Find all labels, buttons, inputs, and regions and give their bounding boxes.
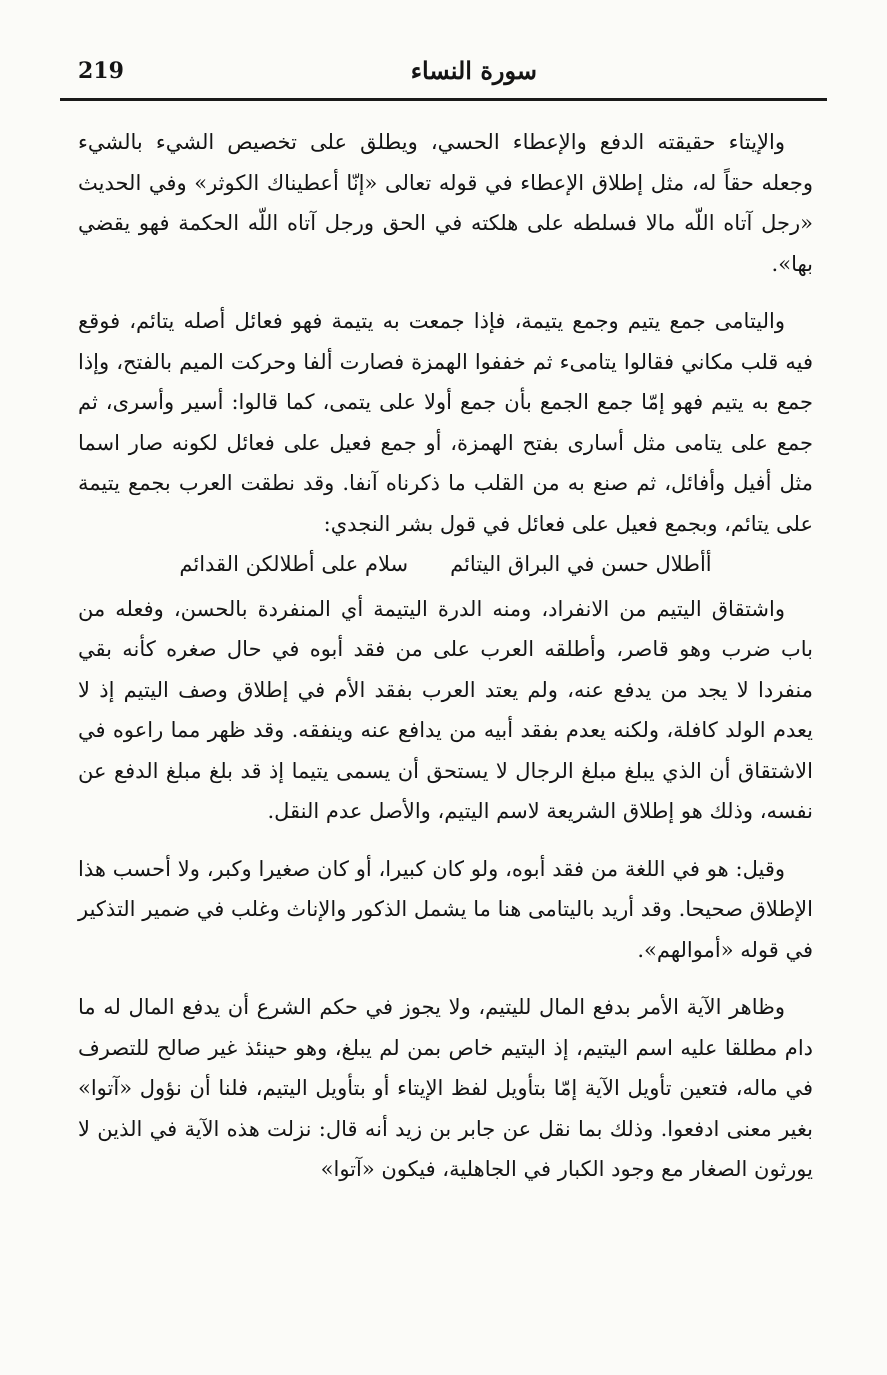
paragraph-yatama: واليتامى جمع يتيم وجمع يتيمة، فإذا جمعت به يتيمة فهو فعائل أصله يتائم، فوقع فيه قلب مكاني فقالوا يتامىء ثم خففوا الهمزة فصارت ألفا وحركت الميم بالفتح، وإذا جمع به يتيم فهو إمّا جمع الجمع بأن جمع أولا على يتمى، كما قالوا: أسير وأسرى، ثم جمع على يتامى مثل أسارى بفتح الهمزة، أو جمع فعيل على فعائل لكونه صار اسما مثل أفيل وأفائل، ثم صنع به من القلب ما ذكرناه آنفا. وقد نطقت العرب بجمع يتيمة على يتائم، وبجمع فعيل على فعائل في قول بشر النجدي: [78,309,813,536]
paragraph-zahir: وظاهر الآية الأمر بدفع المال لليتيم، ولا يجوز في حكم الشرع أن يدفع المال له ما دام مطلقا عليه اسم اليتيم، إذ اليتيم خاص بمن لم يبلغ، وهو حينئذ غير صالح للتصرف في ماله، فتعين تأويل الآية إمّا بتأويل لفظ الإيتاء أو بتأويل اليتيم، فلنا أن نؤول «آتوا» بغير معنى ادفعوا. وذلك بما نقل عن جابر بن زيد أنه قال: نزلت هذه الآية في الذين لا يورثون الصغار مع وجود الكبار في الجاهلية، فيكون «آتوا» [78,995,813,1181]
poetry-verse [78,544,813,585]
page-number: 219 [78,58,124,84]
page-body [78,122,813,1190]
verse-first-half: أأطلال حسن في البراق اليتائم [450,552,712,576]
verse-second-half: سلام على أطلالكن القدائم [179,552,409,576]
running-title: سورة النساء [410,56,537,85]
paragraph-qila: وقيل: هو في اللغة من فقد أبوه، ولو كان كبيرا، أو كان صغيرا وكبر، ولا أحسب هذا الإطلاق صحيحا. وقد أريد باليتامى هنا ما يشمل الذكور والإناث وغلب في ضمير التذكير في قوله «أموالهم». [78,856,813,962]
page-header [60,52,827,101]
paragraph-ishtiqaq: واشتقاق اليتيم من الانفراد، ومنه الدرة اليتيمة أي المنفردة بالحسن، وفعله من باب ضرب وهو قاصر، وأطلقه العرب على من فقد أبوه في حال صغره كأنه بقي منفردا لا يجد من يدفع عنه، ولم يعتد العرب بفقد الأم في إطلاق وصف اليتيم إذ لا يعدم الولد كافلة، ولكنه يعدم بفقد أبيه من يدافع عنه وينفقه. وقد ظهر مما راعوه في الاشتقاق أن الذي يبلغ مبلغ الرجال لا يستحق أن يسمى يتيما إذ قد بلغ مبلغ الدفع عن نفسه، وذلك هو إطلاق الشريعة لاسم اليتيم، والأصل عدم النقل. [78,596,813,823]
paragraph-itaa: والإيتاء حقيقته الدفع والإعطاء الحسي، ويطلق على تخصيص الشيء بالشيء وجعله حقاً له، مثل إطلاق الإعطاء في قوله تعالى «إنّا أعطيناك الكوثر» وفي الحديث «رجل آتاه اللّه مالا فسلطه على هلكته في الحق ورجل آتاه اللّه الحكمة فهو يقضي بها». [78,130,813,276]
